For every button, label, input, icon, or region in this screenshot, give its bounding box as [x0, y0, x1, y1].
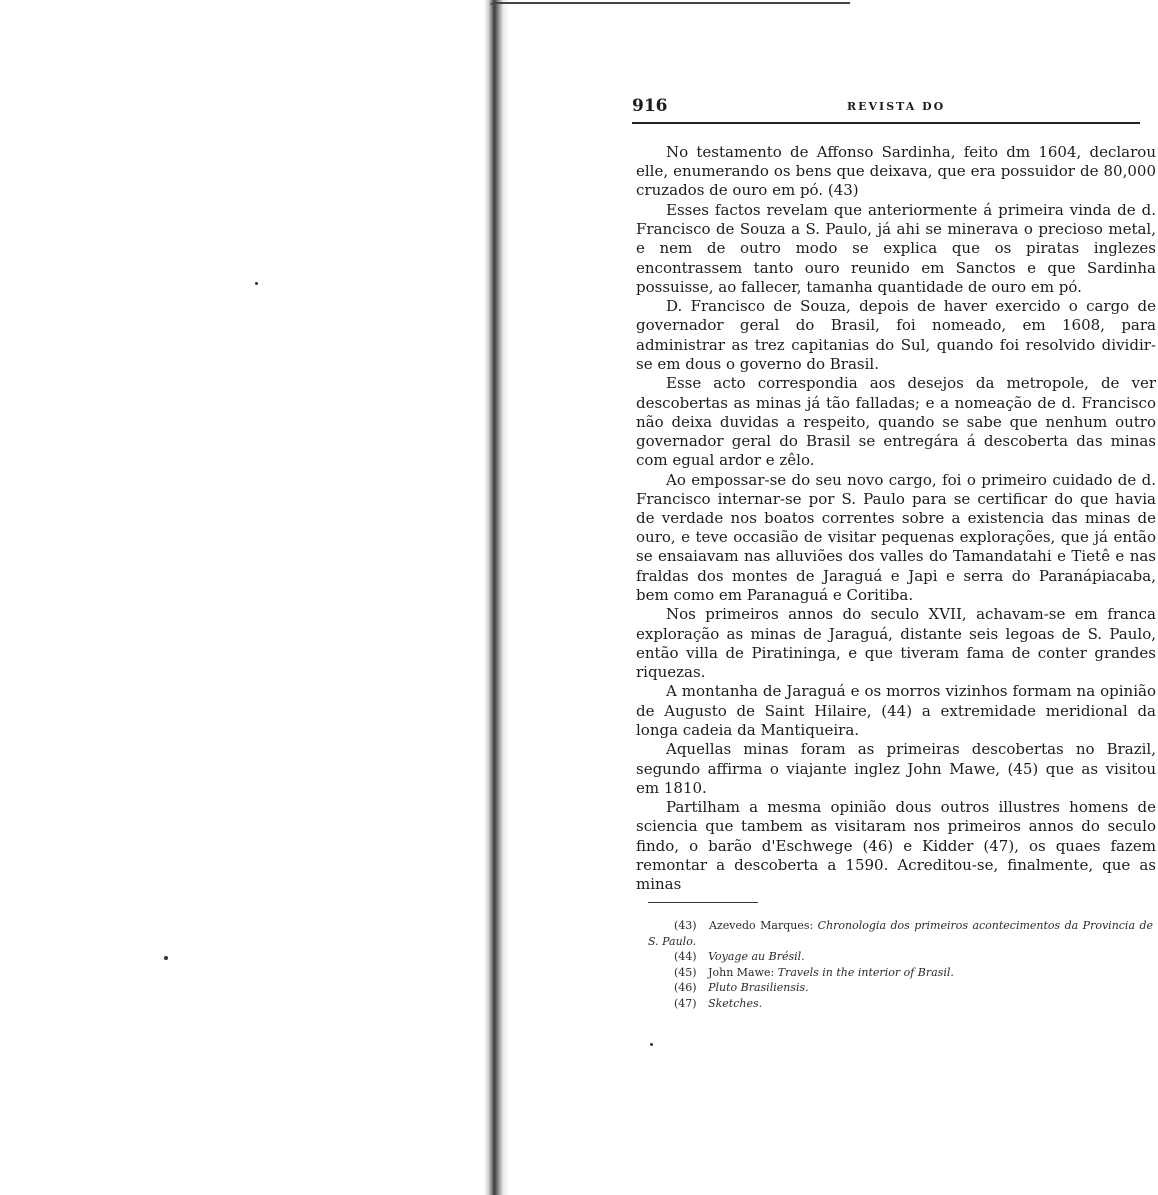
- scan-speck: [164, 956, 168, 960]
- footnote-rule: [648, 902, 758, 903]
- footnote: [648, 949, 1153, 965]
- blank-left-page: [0, 0, 484, 1195]
- paragraph: No testamento de Affonso Sardinha, feito dm 1604, declarou elle, enumerando os bens que deixava, que era possuidor de 80,000 cruzados de ouro em pó. (43): [636, 143, 1156, 200]
- paragraph: D. Francisco de Souza, depois de haver exercido o cargo de governador geral do Brasil, foi nomeado, em 1608, para administrar as trez capitanias do Sul, quando foi resolvido dividir-se em dous o governo do Brasil.: [636, 297, 1156, 373]
- footnote-ref: (45): [674, 965, 697, 979]
- footnotes: [648, 918, 1153, 1012]
- footnote: [648, 965, 1153, 981]
- page-number: 916: [632, 96, 668, 116]
- running-title: REVISTA DO: [847, 100, 946, 113]
- paragraph: Esses factos revelam que anteriormente á primeira vinda de d. Francisco de Souza a S. Paulo, já ahi se minerava o precioso metal, e nem de outro modo se explica que os piratas inglezes encontrassem tanto ouro reunido em Sanctos e que Sardinha possuisse, ao fallecer, tamanha quantidade de ouro em pó.: [636, 200, 1156, 296]
- paragraph: Ao empossar-se do seu novo cargo, foi o primeiro cuidado de d. Francisco internar-se por S. Paulo para se certificar do que havia de verdade nos boatos correntes sobre a existencia das minas de ouro, e teve occasião de visitar pequenas explorações, que já então se ensaiavam nas alluviões dos valles do Tamandatahi e Tietê e nas fraldas dos montes de Jaraguá e Japi e serra do Paranápiacaba, bem como em Paranaguá e Coritiba.: [636, 470, 1156, 604]
- footnote-author: Azevedo Marques:: [709, 919, 814, 932]
- footnote-ref: (46): [674, 981, 697, 995]
- page-header: [632, 96, 1140, 116]
- book-gutter: [484, 0, 510, 1195]
- paragraph: Aquellas minas foram as primeiras descobertas no Brazil, segundo affirma o viajante inglez John Mawe, (45) que as visitou em 1810.: [636, 740, 1156, 797]
- footnote: [648, 980, 1153, 996]
- paragraph: Nos primeiros annos do seculo XVII, achavam-se em franca exploração as minas de Jaraguá, distante seis legoas de S. Paulo, então villa de Piratininga, e que tiveram fama de conter grandes riquezas.: [636, 605, 1156, 681]
- footnote-title: Voyage au Brésil.: [708, 950, 805, 964]
- footnote: [648, 918, 1153, 949]
- footnote-ref: (47): [674, 996, 697, 1010]
- gutter-curve: [490, 2, 850, 10]
- footnote-title: Pluto Brasiliensis.: [708, 981, 809, 995]
- scan-speck: [255, 282, 258, 285]
- paragraph: Esse acto correspondia aos desejos da metropole, de ver descobertas as minas já tão falladas; e a nomeação de d. Francisco não deixa duvidas a respeito, quando se sabe que nenhum outro governador geral do Brasil se entregára á descoberta das minas com egual ardor e zêlo.: [636, 374, 1156, 470]
- footnote-ref: (43): [674, 919, 697, 932]
- footnote-author: John Mawe:: [708, 965, 775, 979]
- footnote-title: Chronologia dos primeiros acontecimentos da Provincia de S. Paulo.: [648, 919, 1154, 948]
- scan-speck: [650, 1043, 653, 1046]
- body-text: [636, 143, 1156, 895]
- footnote-title: Travels in the interior of Brasil.: [777, 965, 954, 979]
- paragraph: A montanha de Jaraguá e os morros vizinhos formam na opinião de Augusto de Saint Hilaire, (44) a extremidade meridional da longa cadeia da Mantiqueira.: [636, 682, 1156, 739]
- paragraph: Partilham a mesma opinião dous outros illustres homens de sciencia que tambem as visitaram nos primeiros annos do seculo findo, o barão d'Eschwege (46) e Kidder (47), os quaes fazem remontar a descoberta a 1590. Acreditou-se, finalmente, que as minas: [636, 798, 1156, 894]
- header-rule: [632, 122, 1140, 124]
- footnote-title: Sketches.: [708, 996, 763, 1010]
- footnote: [648, 996, 1153, 1012]
- footnote-ref: (44): [674, 950, 697, 964]
